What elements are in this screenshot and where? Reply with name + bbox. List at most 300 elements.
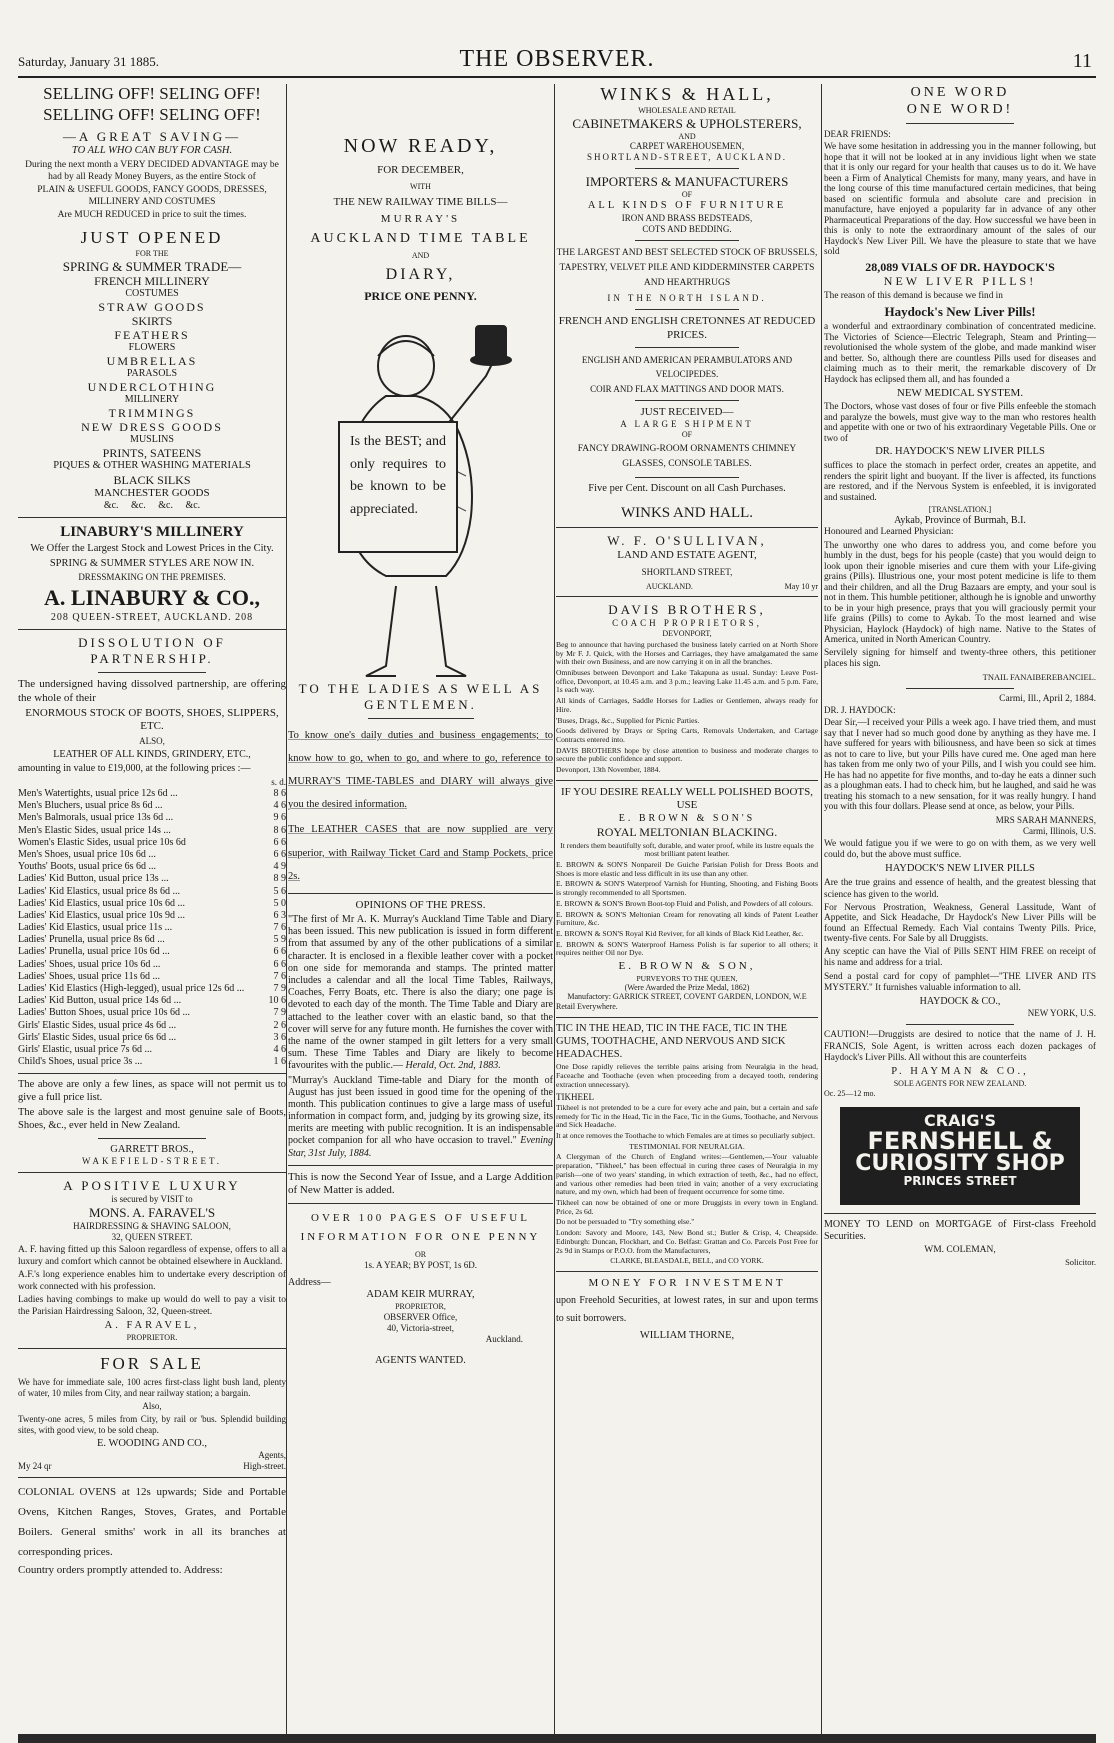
price-item: Youths' Boots, usual price 6s 6d ...: [18, 861, 157, 873]
ad-text: COLONIAL OVENS at 12s upwards; Side and Portable Ovens, Kitchen Ranges, Stoves, Grates, and Portable Boilers. General smiths' work in all its branches at corresponding prices.: [18, 1486, 286, 1558]
price-value: 8 9: [273, 873, 286, 885]
divider: [906, 123, 1015, 124]
price-item: Men's Shoes, usual price 10s 6d ...: [18, 848, 156, 860]
price-item: Ladies' Shoes, usual price 11s 6d ...: [18, 970, 160, 982]
ad-text: ENGLISH AND AMERICAN PERAMBULATORS AND VELOCIPEDES.: [581, 354, 793, 380]
divider: [635, 477, 740, 478]
price-value: 3 6: [273, 1031, 286, 1043]
ad-text: It at once removes the Toothache to which Females are at times so peculiarly subject.: [556, 1131, 815, 1140]
divider: [556, 596, 818, 597]
firm-address: SHORTLAND STREET,: [641, 566, 733, 577]
price-row: [18, 1007, 286, 1019]
ad-text: It renders them beautifully soft, durable, and water proof, while its lustre equals the most brilliant patent leather.: [560, 840, 814, 859]
goods-item: FLOWERS: [128, 342, 176, 354]
ad-text: The unworthy one who dares to address you, and come before you humbly in the dust, begs for his people (caste) that you would deign to look upon their ignoble miseries and cure them with your Life-giving grains (Pills). Illustrious one, your most potent medicine is life to them and their children, and all the Drug Bazaars are empty, and your soul is not in them. This humble petitioner, although he is ignoble and unworthy to be in your high presence, prays that you will graciously permit your life grains (Pills) to come to Aykab. To the most learned and wise Physician, Haylock (Haydock) of high name. Native to the States of America, united in North American Country.: [824, 540, 1096, 646]
price-item: Girls' Elastic Sides, usual price 6s 6d ...: [18, 1031, 177, 1043]
ad-text: PURVEYORS TO THE QUEEN,: [636, 973, 738, 983]
publisher-address: OBSERVER Office,: [383, 1311, 458, 1322]
ad-text: Also,: [142, 1400, 162, 1411]
price-value: 6 6: [273, 848, 286, 860]
ad-selling-off: [18, 84, 286, 125]
ad-text: upon Freehold Securities, at lowest rates, in sur and upon terms to suit borrowers.: [556, 1295, 818, 1325]
divider: [18, 1348, 286, 1349]
ad-text: WITH: [410, 181, 431, 191]
ad-body: [556, 1063, 818, 1266]
ad-text: Beg to announce that having purchased the business lately carried on at North Shore by Mr F. J. Quick, with the Horses and Carriages, they have amalgamated the same with their own Business, and are now carrying it on in all the branches.: [556, 639, 818, 667]
price-item: Ladies' Button Shoes, usual price 10s 6d ...: [18, 1007, 191, 1019]
firm-name: E. BROWN & SON'S: [618, 812, 756, 824]
publisher-address: 40, Victoria-street,: [386, 1322, 455, 1333]
ad-text: MONEY TO LEND on MORTGAGE of First-class Freehold Securities.: [824, 1218, 1096, 1242]
price-item: Girls' Elastic, usual price 7s 6d ...: [18, 1043, 152, 1055]
ad-text: Goods delivered by Drays or Spring Carts, Removals Undertaken, and Cartage Contracts entered into.: [556, 726, 818, 745]
ad-code: May 10 yr: [784, 581, 818, 591]
goods-item: FEATHERS: [114, 328, 190, 343]
firm-name: WINKS & HALL,: [600, 84, 774, 104]
publisher-title: PROPRIETOR,: [395, 1301, 446, 1311]
price-units: s. d.: [271, 777, 286, 788]
divider: [556, 780, 818, 781]
price-value: 6 6: [273, 958, 286, 970]
price-item: Ladies' Kid Elastics, usual price 8s 6d ...: [18, 885, 181, 897]
press-quote: "Murray's Auckland Time-table and Diary for the month of August has just been issued in good time for the opening of the month. This publication continues to give a large mass of useful information in compact form, and, judging by its growing size, its merits are meeting with public recognition. It is an indispensable pocket companion for all who have occasion to travel.": [288, 1074, 553, 1147]
divider: [18, 517, 286, 518]
goods-item: STRAW GOODS: [98, 299, 206, 314]
divider: [18, 629, 286, 630]
ad-text: suffices to place the stomach in perfect order, creates an appetite, and renders the spirit light and buoyant. If the liver is affected, its functions are restored, and if the Nervous System is enfeebled, it is invigorated and sustained.: [824, 461, 1096, 503]
divider: [368, 718, 474, 719]
firm-name: A. LINABURY & CO.,: [44, 585, 260, 611]
price-item: Girls' Elastic Sides, usual price 4s 6d ...: [18, 1019, 177, 1031]
page-bottom-edge: [18, 1734, 1096, 1743]
divider: [288, 893, 553, 894]
price-item: Ladies' Kid Elastics, usual price 10s 9d ...: [18, 909, 186, 921]
ad-highlight: NEW MEDICAL SYSTEM.: [896, 387, 1024, 400]
ad-text: IMPORTERS & MANUFACTURERS: [585, 174, 789, 190]
ad-highlight: NEW LIVER PILLS!: [883, 274, 1037, 289]
firm-address: High-street.: [243, 1461, 286, 1472]
ad-text: ALSO,: [139, 735, 165, 746]
headline: AUCKLAND TIME TABLE: [310, 231, 531, 247]
ad-text: LEATHER OF ALL KINDS, GRINDERY, ETC.,: [53, 748, 251, 760]
price-value: 6 6: [273, 946, 286, 958]
ad-text: The Doctors, whose vast doses of four or five Pills enfeeble the stomach and paralyze the bowels, must give way to the man who restores health and appetite with one or two of his extraordinary Vegetable Pills. One or two of: [824, 402, 1096, 444]
page-number: 11: [1072, 50, 1092, 72]
ad-text: A Clergyman of the Church of England writes:—Gentlemen,—Your valuable preparation, "Tikheel," has been effectual in curing three cases of Neuralgia in my parish—one of two years' standing, in which extraction of teeth, &c., had no effect, and various other remedies had been tried in vain; another of a very excruciating nature, and my own, which had been of frequent occurrence for some time.: [556, 1152, 818, 1197]
price-value: 4 9: [273, 861, 286, 873]
ad-text: CABINETMAKERS & UPHOLSTERERS,: [572, 115, 802, 131]
ad-code: Oc. 25—12 mo.: [824, 1088, 876, 1098]
ad-text: Dear Sir,—I received your Pills a week ago. I have tried them, and must say that I never had so much good done by anything as they have me. I have suffered for years with biliousness, and have been so sick at times as not to care to live, but your Pills have cured me. One aged man here has taken from me only two of your Pills, and I wish you could see him. He has had no appetite for five months, and to-day he eats a dinner such as a ploughman eats. I had to check him, but he laughed, and said he was treating his stomach to a new sensation, for it was really hungry. I hand you with this four dollars. Please send at once, as below, your Pills.: [824, 718, 1096, 813]
ad-text: Send a postal card for copy of pamphlet—"THE LIVER AND ITS MYSTERY." It furnishes valuable information to all.: [824, 971, 1096, 993]
shop-name: LINABURY'S MILLINERY: [60, 523, 244, 540]
goods-item: MANCHESTER GOODS: [94, 486, 210, 499]
ad-text: SPRING & SUMMER STYLES ARE NOW IN.: [49, 557, 255, 569]
price-row: [18, 873, 286, 885]
price-list: [18, 788, 286, 1068]
price-row: [18, 825, 286, 837]
salutation: DR. J. HAYDOCK:: [824, 705, 896, 716]
ad-text: FOR DECEMBER,: [377, 164, 464, 177]
price-value: 7 6: [273, 922, 286, 934]
firm-name: W. F. O'SULLIVAN,: [607, 533, 767, 549]
ad-footer: [556, 582, 818, 592]
ad-text: DRESSMAKING ON THE PREMISES.: [78, 572, 226, 583]
ad-code: My 24 qr: [18, 1461, 52, 1472]
price-value: 2 6: [273, 1019, 286, 1031]
ad-text: [TRANSLATION.]: [928, 505, 992, 515]
ad-text: E. BROWN & SON'S Meltonian Cream for renovating all kinds of Patent Leather Furniture, &c.: [556, 909, 818, 928]
price-row: [18, 1020, 286, 1032]
ad-text: CARPET WAREHOUSEMEN,: [629, 141, 745, 152]
goods-item: UMBRELLAS: [106, 354, 198, 369]
firm-name: HAYDOCK & CO.,: [919, 996, 1001, 1008]
goods-item: MUSLINS: [130, 434, 174, 446]
divider: [556, 1017, 818, 1018]
goods-item: TRIMMINGS: [108, 405, 196, 420]
ad-text: DAVIS BROTHERS hope by close attention to business and moderate charges to secure the public confidence and support.: [556, 745, 818, 764]
ad-text: AND: [678, 131, 696, 141]
ad-text: Aykab, Province of Burmah, B.I.: [894, 515, 1026, 527]
ad-text: ALL KINDS OF FURNITURE: [587, 199, 787, 211]
divider: [556, 527, 818, 528]
divider: [635, 347, 740, 348]
ad-text: is secured by VISIT to: [111, 1194, 193, 1205]
headline: ONE WORD: [910, 85, 1010, 100]
goods-item: FRENCH MILLINERY: [94, 273, 210, 288]
headline: —A GREAT SAVING—: [62, 129, 242, 145]
ad-text: We have for immediate sale, 100 acres first-class light bush land, plenty of water, 10 miles from City, and near railway station; a bargain.: [18, 1376, 286, 1398]
price-row: [18, 922, 286, 934]
ad-text: Address—: [288, 1276, 331, 1288]
craigs-shop-banner: [840, 1107, 1080, 1205]
divider: [906, 688, 1015, 689]
ad-text: FOR THE: [135, 248, 169, 258]
price-value: 9 6: [273, 812, 286, 824]
press-source: Herald, Oct. 2nd, 1883.: [405, 1060, 501, 1072]
product-name: ROYAL MELTONIAN BLACKING.: [596, 824, 778, 839]
product-name: TIKHEEL: [556, 1091, 594, 1102]
headline: DIARY,: [385, 266, 456, 284]
goods-item: BLACK SILKS: [113, 472, 191, 487]
ad-text: Omnibuses between Devonport and Lake Takapuna as usual. Sunday: Leave Post-office, Devonport, at 10.45 a.m. and 3 p.m.; leaving Lake 11.45 a.m. and 5 p.m. Fare, 1s each way.: [556, 668, 818, 695]
ad-text: FRENCH AND ENGLISH CRETONNES AT REDUCED PRICES.: [558, 315, 816, 341]
newspaper-title: THE OBSERVER.: [459, 46, 655, 72]
price-row: [18, 837, 286, 849]
headline: NOW READY,: [343, 135, 498, 157]
divider: [906, 1024, 1015, 1025]
ad-body: [556, 842, 818, 959]
price-row: [18, 1032, 286, 1044]
signature: WINKS AND HALL.: [620, 504, 754, 521]
firm-address: Manufactory: GARRICK STREET, COVENT GARDEN, LONDON, W.E: [567, 992, 807, 1002]
ad-text: The LEATHER CASES that are now supplied are very superior, with Railway Ticket Card and Stamp Pockets, price 2s.: [288, 824, 553, 882]
signature: WILLIAM THORNE,: [639, 1330, 735, 1342]
price-row: [18, 983, 286, 995]
ad-text: A.F.'s long experience enables him to undertake every description of work connected with his profession.: [18, 1270, 286, 1292]
ad-text: A LARGE SHIPMENT: [620, 419, 754, 430]
price-item: Ladies' Shoes, usual price 10s 6d ...: [18, 958, 161, 970]
section-title: OPINIONS OF THE PRESS.: [355, 898, 486, 911]
firm-address: 32, QUEEN STREET.: [111, 1231, 193, 1242]
ad-text: London: Savory and Moore, 143, New Bond st.; Butler & Crisp, 4, Cheapside. Edinburgh: Duncan, Flockhart, and Co. Belfast: Grattan and Co. Parcels Post Free for 2s 9d in Stamps or P.O.O. from the Manufacturers,: [556, 1228, 818, 1255]
ad-body: [556, 641, 818, 775]
divider: [635, 240, 740, 241]
ad-text: E. BROWN & SON'S Royal Kid Reviver, for all kinds of Black Kid Leather, &c.: [556, 929, 804, 938]
ad-footer: [18, 1461, 286, 1472]
headline: IF YOU DESIRE REALLY WELL POLISHED BOOTS, USE: [561, 785, 813, 812]
ad-text: Are the true grains and essence of health, and the greatest blessing that science has given to the world.: [824, 878, 1096, 900]
firm-name: GARRETT BROS.,: [110, 1143, 194, 1155]
price-row: [18, 898, 286, 910]
headline: OVER 100 PAGES OF USEFUL INFORMATION FOR ONE PENNY: [300, 1211, 541, 1244]
price-value: 4 6: [273, 800, 286, 812]
shop-name: MONS. A. FARAVEL'S: [88, 1205, 216, 1221]
divider: [824, 1213, 1096, 1214]
firm-name: E. BROWN & SON,: [618, 960, 756, 973]
product-name: DR. HAYDOCK'S NEW LIVER PILLS: [875, 446, 1045, 458]
salutation: DEAR FRIENDS:: [824, 129, 891, 140]
ad-text: FANCY DRAWING-ROOM ORNAMENTS CHIMNEY GLASSES, CONSOLE TABLES.: [577, 443, 797, 469]
ad-text: [288, 1075, 553, 1160]
ad-text: All kinds of Carriages, Saddle Horses for Ladies or Gentlemen, always ready for Hire.: [556, 696, 818, 714]
divider: [635, 400, 740, 401]
goods-item: MILLINERY: [124, 394, 180, 406]
firm-name: P. HAYMAN & CO.,: [891, 1066, 1029, 1078]
headline: FOR SALE: [100, 1353, 204, 1373]
ad-text: COTS AND BEDDING.: [642, 223, 732, 234]
price-row: [18, 946, 286, 958]
ad-text: LAND AND ESTATE AGENT,: [617, 549, 757, 562]
issue-date: Saturday, January 31 1885.: [18, 54, 160, 69]
price-row: [18, 800, 286, 812]
ad-text: Servilely signing for himself and twenty-three others, this petitioner places his sign.: [824, 647, 1096, 670]
ad-text: We would fatigue you if we were to go on with them, as we very well could do, but the above must suffice.: [824, 838, 1096, 861]
price-item: Child's Shoes, usual price 3s ...: [18, 1056, 143, 1068]
ad-text: This is now the Second Year of Issue, and a Large Addition of New Matter is added.: [288, 1170, 553, 1197]
banner-line: CRAIG'S: [924, 1110, 996, 1130]
ad-text: PLAIN & USEFUL GOODS, FANCY GOODS, DRESSES, MILLINERY AND COSTUMES: [37, 185, 267, 207]
ad-text: Devonport, 13th November, 1884.: [556, 765, 661, 775]
column-rule: [821, 84, 822, 1734]
price-row: [18, 886, 286, 898]
ad-text: Twenty-one acres, 5 miles from City, by rail or 'bus. Splendid building sites, with good view, to be sold cheap.: [18, 1413, 286, 1435]
signature: MRS SARAH MANNERS,: [995, 814, 1096, 825]
selling-line: SELLING OFF! SELING OFF!: [43, 104, 261, 124]
signature: A. FARAVEL,: [104, 1320, 200, 1332]
price-value: 8 6: [273, 824, 286, 836]
ad-highlight: 28,089 VIALS OF DR. HAYDOCK'S: [865, 259, 1055, 274]
divider: [556, 1271, 818, 1272]
goods-item: NEW DRESS GOODS: [81, 420, 223, 435]
price-item: Men's Balmorals, usual price 13s 6d ...: [18, 812, 174, 824]
ad-text: TESTIMONIAL FOR NEURALGIA.: [629, 1141, 745, 1151]
divider: [18, 1172, 286, 1173]
ad-text: AND: [411, 251, 430, 261]
price-value: 1 6: [273, 1056, 286, 1068]
column-1: [18, 84, 286, 1734]
firm-address: WAKEFIELD-STREET.: [81, 1156, 223, 1167]
headline: JUST OPENED: [80, 228, 224, 248]
masthead: [18, 44, 1096, 78]
goods-item: SPRING & SUMMER TRADE—: [62, 258, 242, 274]
firm-address: 208 QUEEN-STREET, AUCKLAND. 208: [50, 612, 254, 624]
price-row: [18, 995, 286, 1007]
publisher-name: ADAM KEIR MURRAY,: [366, 1289, 475, 1301]
price-value: 4 6: [273, 1043, 286, 1055]
firm-name: E. WOODING AND CO.,: [96, 1437, 208, 1449]
ad-text: THE LARGEST AND BEST SELECTED STOCK OF BRUSSELS, TAPESTRY, VELVET PILE AND KIDDERMINSTER CARPETS AND HEARTHRUGS: [556, 247, 818, 288]
ad-text: E. BROWN & SON'S Waterproof Varnish for Hunting, Shooting, and Fishing Boots is strongly recommended to all Sportsmen.: [556, 879, 818, 898]
signature-title: Solicitor.: [1065, 1256, 1096, 1267]
spacer: [288, 84, 553, 134]
firm-name: DAVIS BROTHERS,: [608, 602, 766, 618]
price-row: [18, 959, 286, 971]
goods-item: SKIRTS: [131, 313, 173, 328]
ad-text: Agents,: [258, 1450, 286, 1461]
ad-text: The reason of this demand is because we find in: [824, 290, 1003, 301]
price-row: [18, 971, 286, 983]
divider: [635, 309, 740, 310]
divider: [98, 672, 205, 673]
price-value: 10 6: [268, 995, 286, 1007]
press-quote: "The first of Mr A. K. Murray's Auckland Time Table and Diary has been issued. This new publication is issued in form different from that assumed by any of the other publications of a similar character. It is enclosed in a flexible leather cover with a pocket on one side for memoranda and stamps. The printed matter includes a calendar and all the local Time Tables, Railways, Coaches, Ferry Boats, etc. There is also the diary; one page is devoted to each day of the month. The Time Table and Diary are attached to the leather cover with an elastic band, so that the cover will serve for any future month. He furnishes the cover with the name of the owner stamped in gilt letters for a very small sum. These Time Tables and Diary are likely to become favourites with the public.—: [288, 914, 553, 1072]
ad-text: Retail Everywhere.: [556, 1002, 618, 1012]
ad-text: The undersigned having dissolved partnership, are offering the whole of their: [18, 678, 286, 704]
price-value: 5 9: [273, 934, 286, 946]
price-row: [18, 1044, 286, 1056]
price-item: Ladies' Kid Button, usual price 13s ...: [18, 873, 169, 885]
ad-text: During the next month a VERY DECIDED ADVANTAGE may be had by all Ready Money Buyers, as the entire Stock of: [25, 160, 279, 182]
goods-item: UNDERCLOTHING: [87, 380, 217, 394]
price-item: Ladies' Prunella, usual price 10s 6d ...: [18, 946, 170, 958]
ad-text: [288, 914, 553, 1072]
headline: MONEY FOR INVESTMENT: [588, 1277, 786, 1290]
subheadline: TO ALL WHO CAN BUY FOR CASH.: [71, 145, 233, 157]
ad-text: E. BROWN & SON'S Waterproof Harness Polish is far superior to all others; it requires neither Oil nor Dye.: [556, 939, 818, 958]
column-3: [556, 84, 818, 1734]
divider: [18, 1073, 286, 1074]
headline: ONE WORD!: [906, 102, 1014, 118]
ad-text: WHOLESALE AND RETAIL: [638, 105, 736, 115]
price-row: [18, 849, 286, 861]
price-item: Ladies' Kid Elastics, usual price 10s 6d ...: [18, 897, 186, 909]
ad-text: To know one's daily duties and business engagements; to know how to go, when to go, and where to go, reference to MURRAY'S TIME-TABLES and DIARY will always give you the desired information.: [288, 730, 553, 811]
price-item: Ladies' Kid Elastics, usual price 11s ...: [18, 922, 173, 934]
banner-line: CURIOSITY SHOP: [855, 1150, 1065, 1176]
divider: [288, 1165, 553, 1166]
ad-text: HAIRDRESSING & SHAVING SALOON,: [73, 1221, 231, 1231]
firm-address: DEVONPORT,: [662, 629, 712, 639]
ad-text: OF: [681, 190, 693, 200]
product-name: HAYDOCK'S NEW LIVER PILLS: [885, 863, 1035, 875]
ad-text: SOLE AGENTS FOR NEW ZEALAND.: [893, 1079, 1027, 1089]
press-source: Evening Star, 31st July, 1884.: [288, 1135, 553, 1159]
signature: TNAIL FANAIBEREBANCIEL.: [982, 672, 1096, 683]
ad-text: Five per Cent. Discount on all Cash Purchases.: [588, 483, 786, 495]
headline: DISSOLUTION OF PARTNERSHIP.: [78, 635, 226, 667]
ad-text: Do not be persuaded to "Try something else.": [556, 1217, 695, 1227]
goods-item: PRINTS, SATEENS: [102, 446, 202, 461]
ad-text: A. F. having fitted up this Saloon regardless of expense, offers to all a luxury and comfort which cannot be obtained elsewhere in Auckland.: [18, 1244, 286, 1267]
ad-text: E. BROWN & SON'S Brown Boot-top Fluid and Polish, and Powders of all colours.: [556, 898, 814, 908]
ad-text: Country orders promptly attended to. Address:: [18, 1564, 223, 1577]
price-item: Men's Elastic Sides, usual price 14s ...: [18, 824, 171, 836]
price-value: 7 9: [273, 1007, 286, 1019]
goods-item: PIQUES & OTHER WASHING MATERIALS: [53, 460, 251, 472]
ad-text: The above are only a few lines, as space will not permit us to give a full price list.: [18, 1079, 286, 1104]
price-value: 5 0: [273, 897, 286, 909]
ad-text: For Nervous Prostration, Weakness, General Lassitude, Want of Appetite, and Sick Headache, Dr Haydock's New Liver Pills will be found an Effectual Remedy. Each Vial contains Twenty Pills. Price, twenty-five cents. For Sale by all Druggists.: [824, 902, 1096, 945]
price-row: [18, 910, 286, 922]
divider: [635, 168, 740, 169]
goods-item: &c. &c. &c. &c.: [103, 499, 201, 511]
firm-address: NEW YORK, U.S.: [1027, 1008, 1096, 1019]
price-item: Men's Bluchers, usual price 8s 6d ...: [18, 800, 163, 812]
selling-line: SELLING OFF! SELING OFF!: [43, 84, 261, 103]
goods-item: COSTUMES: [125, 287, 179, 299]
firm-address: SHORTLAND-STREET, AUCKLAND.: [586, 152, 788, 163]
price-item: Ladies' Kid Button, usual price 14s 6d ...: [18, 995, 182, 1007]
publisher-address: Auckland.: [485, 1333, 523, 1344]
goods-list: [18, 259, 286, 512]
ad-text: COACH PROPRIETORS,: [612, 618, 762, 629]
ad-text: AGENTS WANTED.: [375, 1354, 466, 1366]
divider: [18, 1477, 286, 1478]
price-value: 7 6: [273, 970, 286, 982]
price-value: 6 6: [273, 836, 286, 848]
product-name: Haydock's New Liver Pills!: [884, 304, 1036, 320]
ad-text: IN THE NORTH ISLAND.: [607, 293, 767, 304]
price-value: 7 9: [273, 983, 286, 995]
price-item: Women's Elastic Sides, usual price 10s 6d: [18, 836, 186, 848]
ad-text: One Dose rapidly relieves the terrible pains arising from Neuralgia in the head, Faceache and Toothache (even when proceeding from a decayed tooth, rendering extraction unnecessary).: [556, 1062, 818, 1089]
ad-text: 'Buses, Drags, &c., Supplied for Picnic Parties.: [556, 715, 700, 725]
column-4: [824, 84, 1096, 1734]
firm-address: AUCKLAND.: [646, 581, 693, 591]
headline: A POSITIVE LUXURY: [63, 1178, 241, 1194]
column-rule: [286, 84, 287, 1734]
ad-text: PRICE ONE PENNY.: [364, 288, 477, 303]
ad-text: Tikheel is not pretended to be a cure for every ache and pain, but a certain and safe remedy for Tic in the Head, Tic in the Face, Tic in the Gums, Toothache, and Nervous and Sick Headache.: [556, 1102, 818, 1130]
sign-text: Is the BEST; and only requires to be known to be appreciated.: [350, 434, 446, 517]
ad-text: ENORMOUS STOCK OF BOOTS, SHOES, SLIPPERS, ETC.: [25, 706, 279, 733]
ad-text: COIR AND FLAX MATTINGS AND DOOR MATS.: [590, 383, 784, 394]
ad-text: Tikheel can now be obtained of one or more Druggists in every town in England. Price, 2s 6d.: [556, 1198, 818, 1216]
price-row: [18, 934, 286, 946]
price-row: [18, 812, 286, 824]
ad-text: Carmi, Illinois, U.S.: [1022, 825, 1096, 836]
ad-text: The above sale is the largest and most genuine sale of Boots, Shoes, &c., ever held in New Zealand.: [18, 1106, 286, 1131]
signature: WM. COLEMAN,: [924, 1245, 996, 1256]
banner-line: PRINCES STREET: [903, 1173, 1017, 1188]
price-item: Ladies' Kid Elastics (High-legged), usual price 12s 6d ...: [18, 983, 245, 995]
ad-text: Ladies having combings to make up would do well to pay a visit to the Parisian Hairdressing Saloon, 32, Queen-street.: [18, 1295, 286, 1317]
price-item: Ladies' Prunella, usual price 8s 6d ...: [18, 934, 165, 946]
divider: [288, 1203, 553, 1204]
signature-title: PROPRIETOR.: [126, 1333, 178, 1343]
ad-text: Any sceptic can have the Vial of Pills SENT HIM FREE on receipt of his name and address for a trial.: [824, 946, 1096, 969]
sign-board: [338, 421, 458, 553]
price-value: 5 6: [273, 885, 286, 897]
price-row: [18, 861, 286, 873]
ad-text: MURRAY'S: [380, 212, 461, 225]
divider: [98, 1138, 205, 1139]
firm-name: CLARKE, BLEASDALE, BELL, and CO YORK.: [610, 1256, 764, 1266]
ad-text: Are MUCH REDUCED in price to suit the times.: [57, 210, 247, 221]
ad-text: a wonderful and extraordinary combination of concentrated medicine. The Victories of Science—Electric Telegraph, Steam and Printing—revolutionised the whole system of the globe, and made mankind wiser and better. So, although there are countless Pills used for diseases and claiming much as to their merit, the remarkable discovery of Dr Haydock has eclipsed them all, and has founded a: [824, 322, 1096, 385]
ad-text: E. BROWN & SON'S Nonpareil De Guiche Parisian Polish for Dress Boots and Shoes is more elastic and less difficult in its use than any other.: [556, 859, 818, 878]
